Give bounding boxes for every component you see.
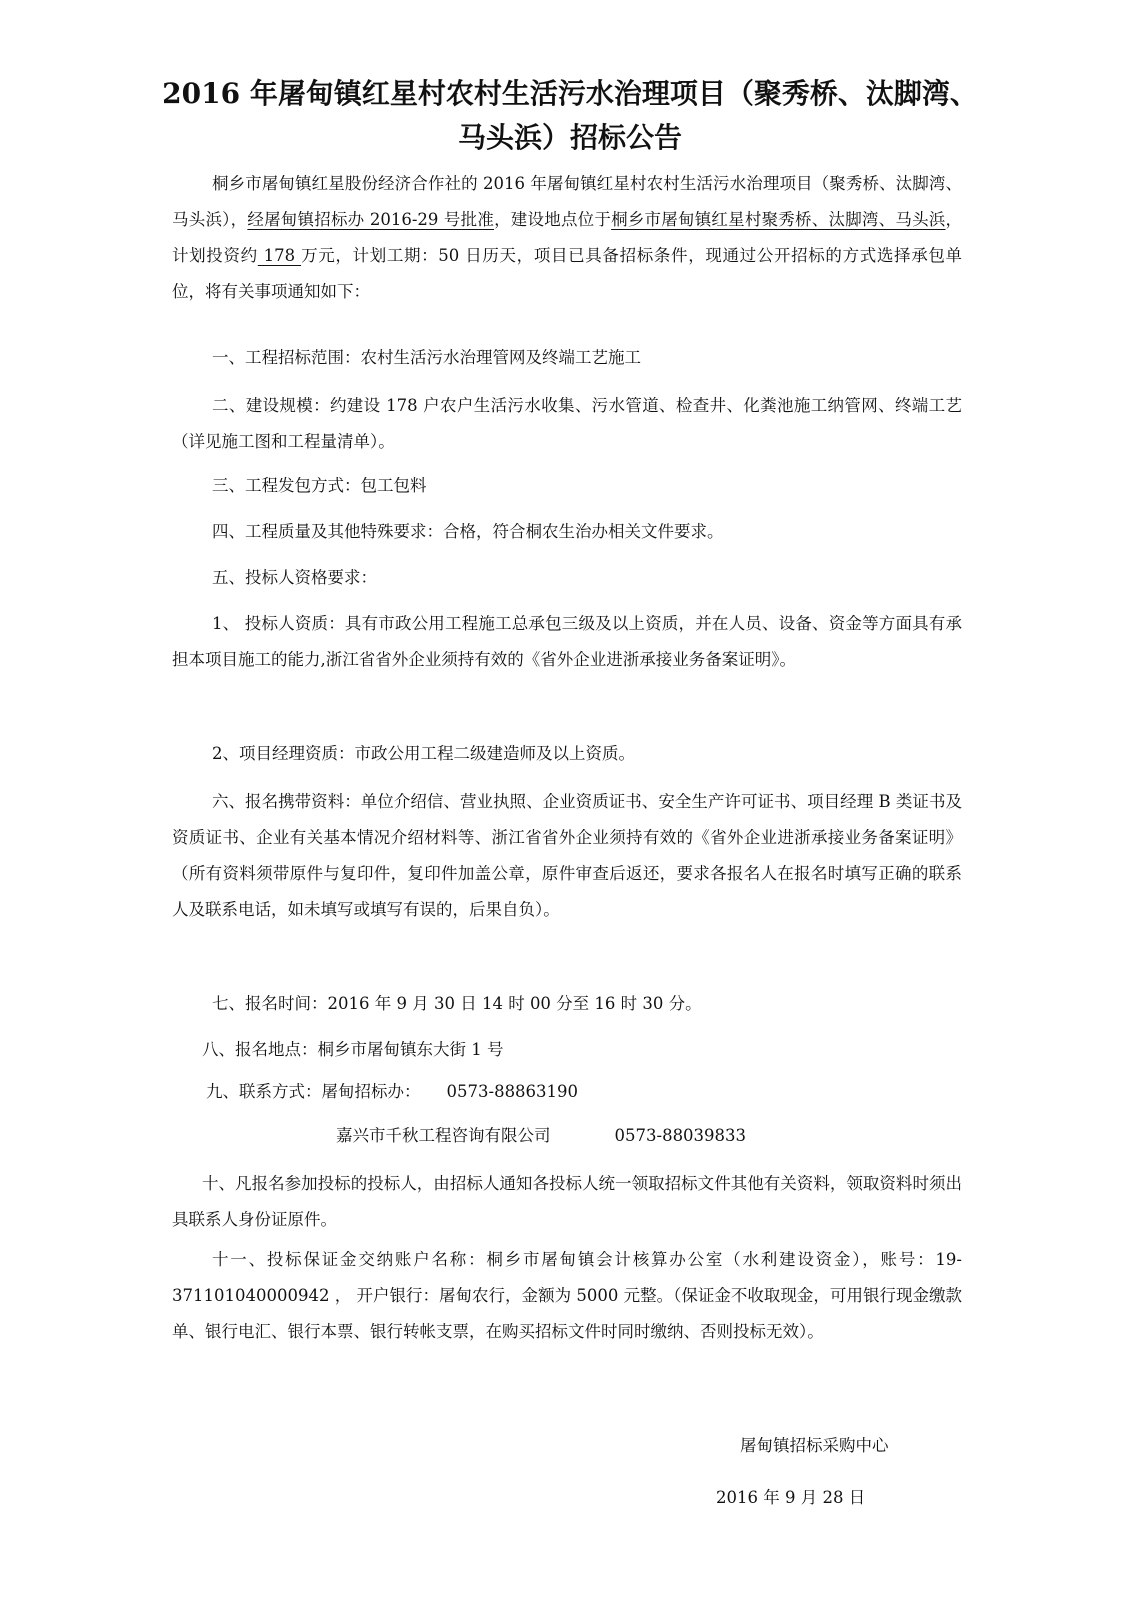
item-2: 二、建设规模：约建设 178 户农户生活污水收集、污水管道、检查井、化粪池施工纳管网、终端工艺（详见施工图和工程量清单）。	[172, 396, 962, 451]
contact-org-2: 嘉兴市千秋工程咨询有限公司	[336, 1126, 551, 1145]
item-9	[206, 1078, 578, 1102]
item-1: 一、工程招标范围：农村生活污水治理管网及终端工艺施工	[212, 348, 641, 367]
intro-text-g: 万元，计划工期：50 日历天，项目已具备招标条件，现通过公开招标的方式选择承包单位，将有关事项通知如下：	[172, 246, 963, 301]
intro-text-a: 桐乡市屠甸镇红星股份经济合作社的 2016 年屠甸镇红星村农村生活污水治理项目（聚秀桥、汰脚湾、马头浜），	[172, 174, 962, 229]
contact-phone-2: 0573-88039833	[614, 1126, 747, 1145]
document-title	[120, 72, 1020, 160]
contact-line-2	[336, 1122, 746, 1146]
item-4: 四、工程质量及其他特殊要求：合格，符合桐农生治办相关文件要求。	[212, 522, 724, 541]
item-10: 十、凡报名参加投标的投标人，由招标人通知各投标人统一领取招标文件其他有关资料，领取资料时须出具联系人身份证原件。	[172, 1174, 962, 1229]
intro-paragraph	[172, 166, 962, 310]
title-line-2: 马头浜）招标公告	[457, 121, 682, 154]
contact-label: 九、联系方式：屠甸招标办：	[206, 1082, 421, 1101]
intro-text-c: ，建设地点位于	[494, 210, 612, 229]
item-5-1: 1、 投标人资质：具有市政公用工程施工总承包三级及以上资质，并在人员、设备、资金等方面具有承担本项目施工的能力,浙江省省外企业须持有效的《省外企业进浙承接业务备案证明》。	[172, 614, 962, 669]
item-11: 十一、投标保证金交纳账户名称：桐乡市屠甸镇会计核算办公室（水利建设资金），账号：19-371101040000942 ， 开户银行：屠甸农行，金额为 5000 元整。（保证金不收取现金，可用银行现金缴款单、银行电汇、银行本票、银行转帐支票，在购买招标文件时同时缴纳、否则投标无效）。	[172, 1250, 962, 1341]
document-date: 2016 年 9 月 28 日	[716, 1488, 866, 1507]
signature: 屠甸镇招标采购中心	[740, 1436, 889, 1455]
intro-text-e: ，计划投资约	[172, 210, 963, 265]
item-7: 七、报名时间：2016 年 9 月 30 日 14 时 00 分至 16 时 30 分。	[212, 994, 702, 1013]
approval-reference: 经屠甸镇招标办 2016-29 号批准	[247, 210, 495, 229]
item-5: 五、投标人资格要求：	[212, 568, 377, 587]
investment-amount: 178	[257, 246, 302, 265]
contact-phone-1: 0573-88863190	[446, 1082, 579, 1101]
item-5-2: 2、项目经理资质：市政公用工程二级建造师及以上资质。	[212, 744, 635, 763]
item-8: 八、报名地点：桐乡市屠甸镇东大街 1 号	[202, 1040, 504, 1059]
item-3: 三、工程发包方式：包工包料	[212, 476, 427, 495]
project-location: 桐乡市屠甸镇红星村聚秀桥、汰脚湾、马头浜	[611, 210, 946, 229]
title-line-1: 2016 年屠甸镇红星村农村生活污水治理项目（聚秀桥、汰脚湾、	[162, 77, 978, 110]
item-6: 六、报名携带资料：单位介绍信、营业执照、企业资质证书、安全生产许可证书、项目经理 B 类证书及资质证书、企业有关基本情况介绍材料等、浙江省省外企业须持有效的《省外企业进浙承接业务备案证明》（所有资料须带原件与复印件，复印件加盖公章，原件审查后返还，要求各报名人在报名时填写正确的联系人及联系电话，如未填写或填写有误的，后果自负）。	[172, 792, 962, 919]
